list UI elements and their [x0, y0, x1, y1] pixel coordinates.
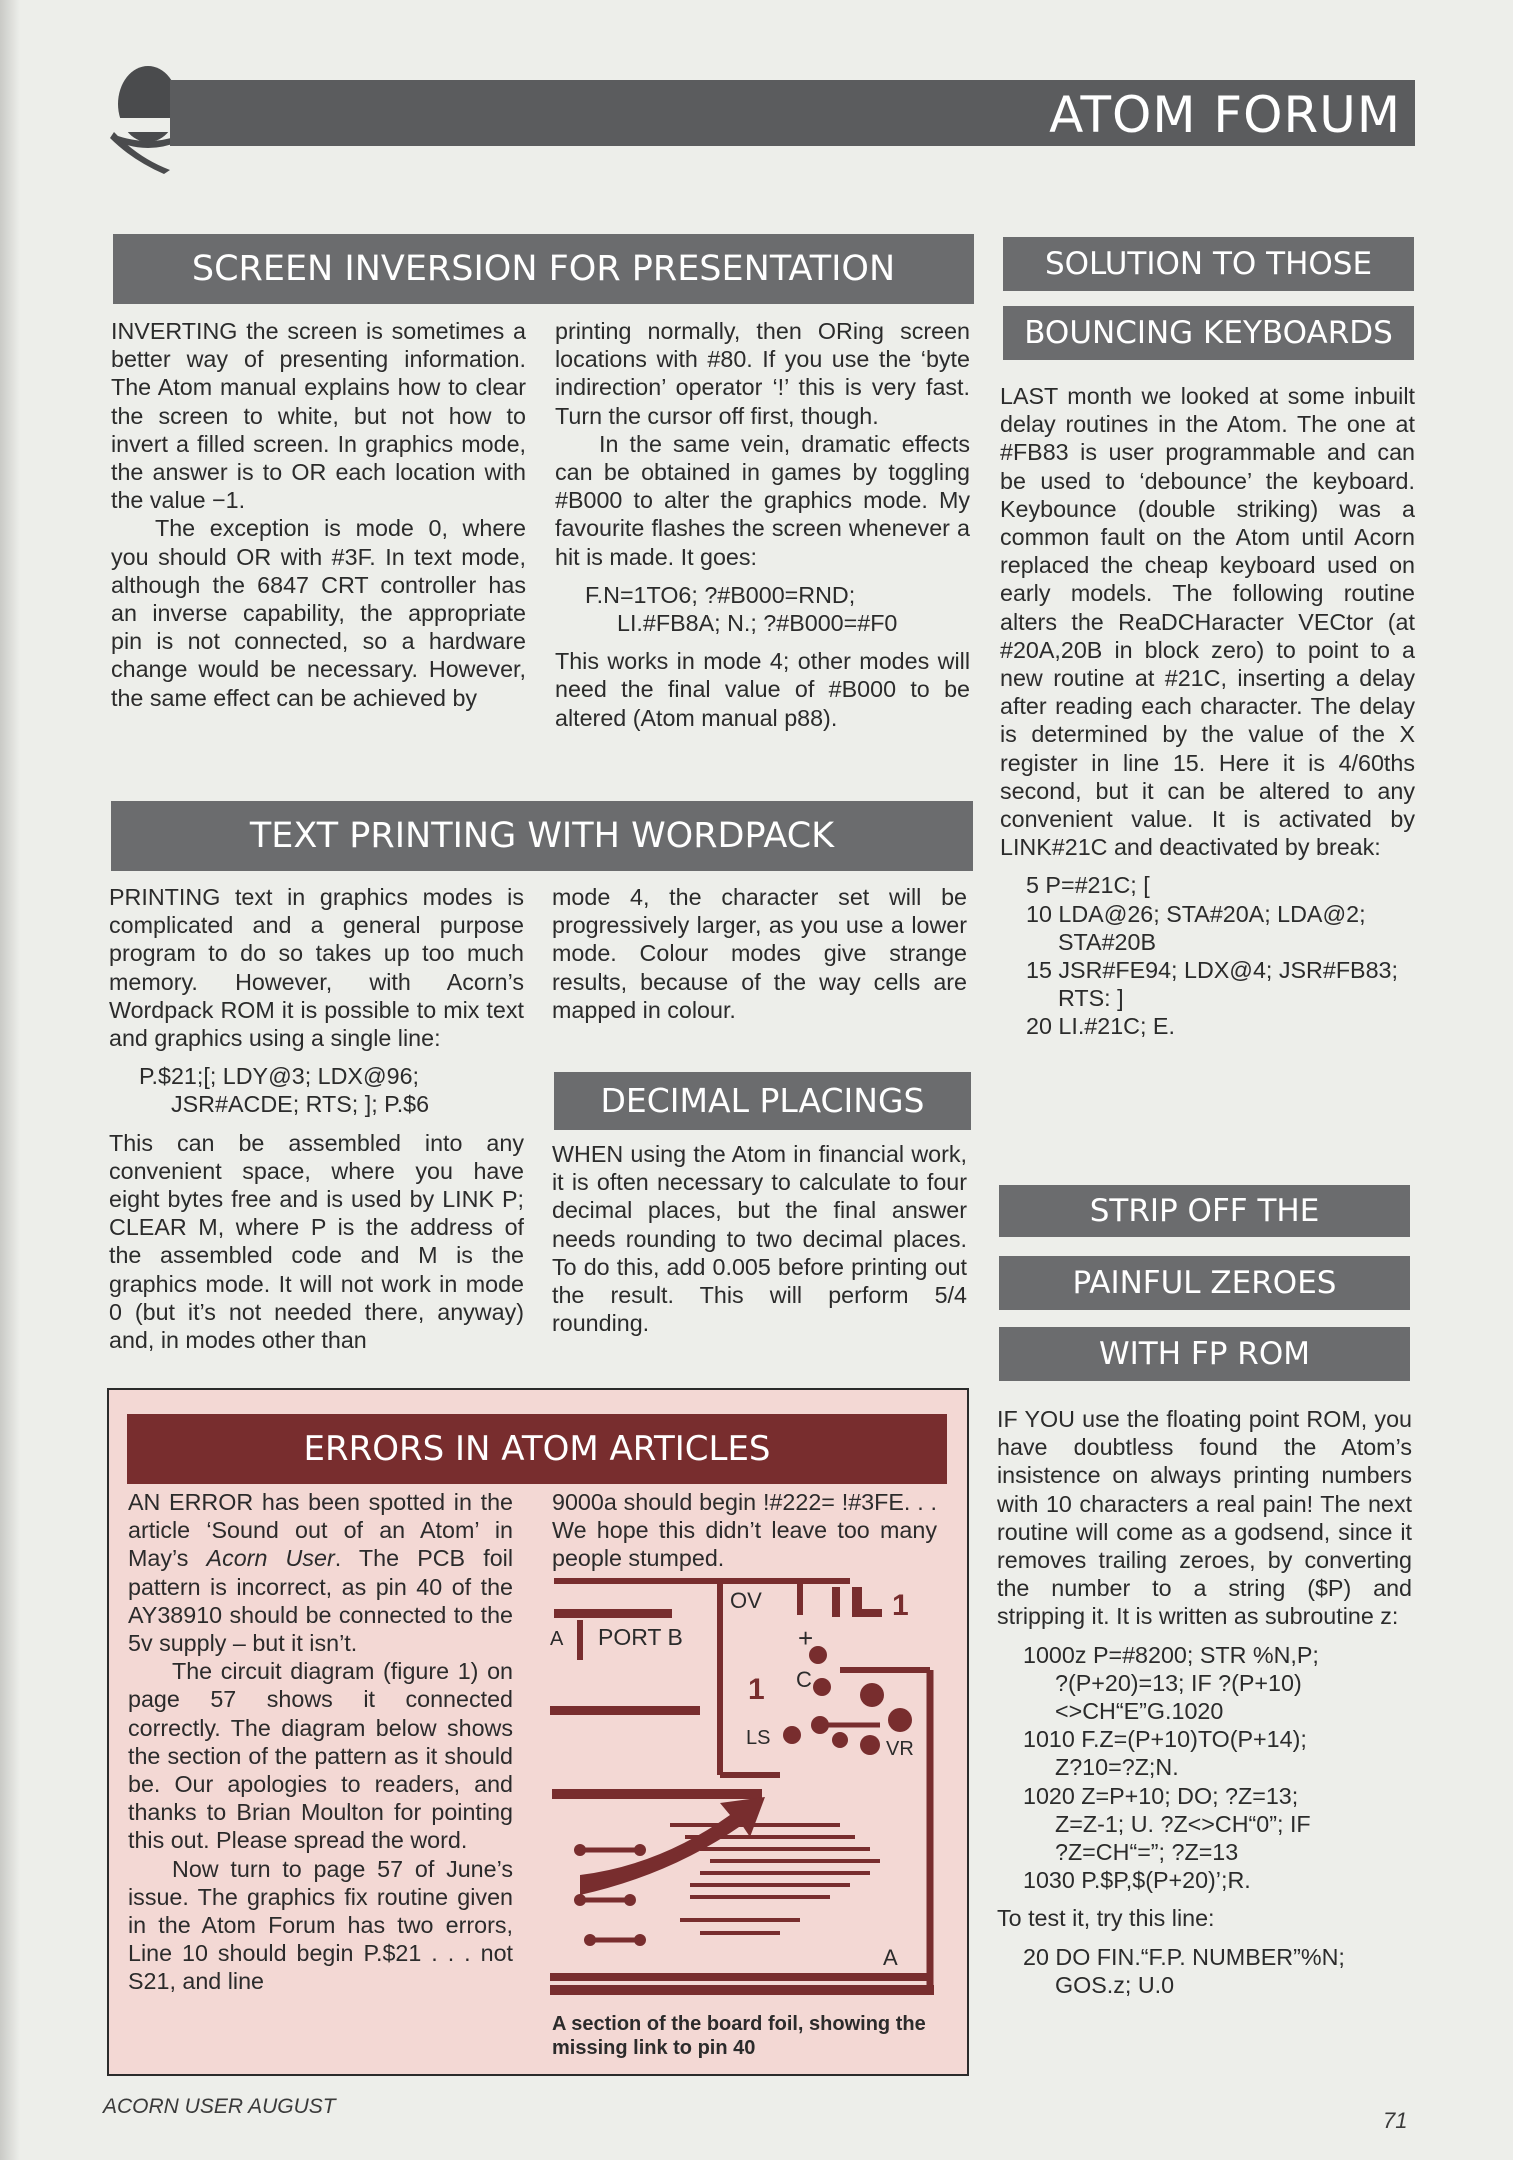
foil-pad — [832, 1587, 840, 1617]
paragraph: In the same vein, dramatic effects can be obtained in games by toggling #B000 to alter the graphics mode. My favourite flashes the screen whenever a hit is made. It goes: — [555, 430, 970, 570]
foil-trace — [554, 1609, 672, 1618]
foil-pad — [860, 1683, 884, 1707]
errors-col1 — [128, 1488, 513, 1996]
foil-pad — [624, 1894, 636, 1906]
bouncing-body — [1000, 382, 1415, 1051]
strip-heading-line1: STRIP OFF THE — [999, 1185, 1410, 1237]
paragraph: The exception is mode 0, where you should OR with #3F. In text mode, although the 6847 CRT controller has an inverse capability, the appropriate pin is not connected, so a hardware change would be necessary. However, the same effect can be achieved by — [111, 515, 526, 711]
code-line: LI.#FB8A; N.; ?#B000=#F0 — [617, 610, 898, 637]
strip-body — [997, 1405, 1412, 2009]
code-line: 10 LDA@26; STA#20A; LDA@2; — [1026, 900, 1366, 927]
paragraph: 9000a should begin !#222= !#3FE. . . We hope this didn’t leave too many people stumped. — [552, 1489, 937, 1572]
label-a-left: A — [550, 1628, 564, 1650]
foil-trace — [550, 1985, 934, 1995]
code-block — [1023, 1943, 1412, 1999]
code-line: 1010 F.Z=(P+10)TO(P+14); — [1023, 1726, 1307, 1753]
paragraph: LAST month we looked at some inbuilt delay routines in the Atom. The one at #FB83 is user programmable and can be used to ‘debounce’ the keyboard. Keybounce (double striking) was a common fault on the Atom until Acorn replaced the cheap keyboard used on early models. The following routine alters the ReaDCHaracter VECtor (at #20A,20B in block zero) to point to a new routine at #21C, inserting a delay after reading each character. The delay is determined by the value of the X register in line 15. Here it is 4/60ths second, but it can be altered to any convenient value. It is activated by LINK#21C and deactivated by break: — [1000, 383, 1415, 861]
code-block — [1023, 1641, 1412, 1895]
code-line: JSR#ACDE; RTS; ]; P.$6 — [171, 1091, 430, 1118]
code-line: ?Z=CH“=”; ?Z=13 — [1055, 1839, 1239, 1866]
text-printing-col2 — [552, 883, 967, 1024]
bouncing-heading-line1: SOLUTION TO THOSE — [1003, 237, 1414, 291]
code-line: GOS.z; U.0 — [1055, 1971, 1175, 1998]
page-gutter-shadow — [0, 0, 20, 2160]
screen-inversion-col1 — [111, 317, 526, 712]
foil-trace — [552, 1789, 762, 1799]
code-line: 20 DO FIN.“F.P. NUMBER”%N; — [1023, 1943, 1345, 1970]
label-plus: + — [798, 1623, 814, 1653]
paragraph: printing normally, then ORing screen locations with #80. If you use the ‘byte indirection’ operator ‘!’ this is very fast. Turn the cursor off first, though. — [555, 318, 970, 429]
paragraph: This works in mode 4; other modes will need the final value of #B000 to be altered (Atom manual p88). — [555, 648, 970, 731]
paragraph — [128, 1488, 513, 1657]
code-line: <>CH“E”G.1020 — [1055, 1698, 1224, 1725]
diagram-caption: A section of the board foil, showing the missing link to pin 40 — [552, 2013, 926, 2059]
foil-trace — [550, 1706, 700, 1715]
errors-col2 — [552, 1488, 937, 1573]
text-span: AN ERROR has been spotted in the article ‘Sound out of an Atom’ in May’s — [128, 1489, 513, 1572]
paragraph: WHEN using the Atom in financial work, it is often necessary to calculate to four decimal places, but the final answer needs rounding to two decimal places. To do this, add 0.005 before printing out the result. This will perform 5/4 rounding. — [552, 1141, 967, 1337]
code-line: 1020 Z=P+10; DO; ?Z=13; — [1023, 1782, 1299, 1809]
foil-pad — [860, 1735, 880, 1755]
paragraph: IF YOU use the floating point ROM, you have doubtless found the Atom’s insistence on always printing numbers with 10 characters a real pain! The next routine will come as a godsend, since it removes trailing zeroes, by converting the number to a string ($P) and stripping it. It is written as subroutine z: — [997, 1406, 1412, 1630]
code-line: P.$21;[; LDY@3; LDX@96; — [139, 1063, 419, 1090]
decimal-heading: DECIMAL PLACINGS — [554, 1072, 971, 1130]
code-line: Z=Z-1; U. ?Z<>CH“0”; IF — [1055, 1810, 1311, 1837]
paragraph: PRINTING text in graphics modes is complicated and a general purpose program to do so takes up too much memory. However, with Acorn’s Wordpack ROM it is possible to mix text and graphics using a single line: — [109, 884, 524, 1052]
foil-pad — [574, 1844, 586, 1856]
screen-inversion-heading: SCREEN INVERSION FOR PRESENTATION — [113, 234, 974, 304]
missing-link-arrow-icon — [580, 1797, 765, 1895]
text-span: . The PCB foil pattern is incorrect, as pin 40 of the AY38910 should be connected to the 5v supply – but it isn’t. — [128, 1545, 513, 1657]
text-printing-col1 — [109, 883, 524, 1354]
paragraph: The circuit diagram (figure 1) on page 57 shows it connected correctly. The diagram below shows the section of the pattern as it should be. Our apologies to readers, and thanks to Brian Moulton for pointing this out. Please spread the word. — [128, 1658, 513, 1854]
foil-pad — [574, 1894, 586, 1906]
code-line: 5 P=#21C; [ — [1026, 872, 1150, 899]
code-line: 1000z P=#8200; STR %N,P; — [1023, 1641, 1319, 1668]
paragraph: To test it, try this line: — [997, 1905, 1215, 1932]
label-port-b: PORT B — [598, 1624, 683, 1650]
paragraph: This can be assembled into any convenient space, where you have eight bytes free and is used by LINK P; CLEAR M, where P is the address of the assembled code and M is the graphics mode. It will not work in mode 0 (but it’s not needed there, anyway) and, in modes other than — [109, 1129, 524, 1354]
magazine-title: Acorn User — [206, 1545, 335, 1572]
page-number: 71 — [1383, 2108, 1408, 2133]
paragraph: INVERTING the screen is sometimes a better way of presenting information. The Atom manual explains how to clear the screen to white, but not how to invert a filled screen. In graphics mode, the answer is to OR each location with the value −1. — [111, 318, 526, 514]
code-block — [139, 1062, 524, 1118]
bouncing-heading-line2: BOUNCING KEYBOARDS — [1003, 306, 1414, 360]
label-c: C — [796, 1667, 812, 1692]
foil-trace — [550, 1973, 930, 1981]
foil-pad — [852, 1609, 882, 1617]
foil-pad — [832, 1732, 848, 1748]
label-ov: OV — [730, 1588, 762, 1613]
foil-pad — [813, 1678, 831, 1696]
screen-inversion-col2 — [555, 317, 970, 732]
label-one-mid: 1 — [748, 1673, 765, 1706]
label-ls: LS — [746, 1727, 771, 1749]
code-line: RTS: ] — [1058, 985, 1124, 1012]
code-line: STA#20B — [1058, 928, 1156, 955]
footer-magazine: ACORN USER AUGUST — [103, 2095, 336, 2118]
text-printing-heading: TEXT PRINTING WITH WORDPACK — [111, 801, 973, 871]
code-block — [585, 581, 970, 637]
page-title: ATOM FORUM — [1049, 86, 1401, 144]
foil-pad — [634, 1844, 646, 1856]
code-line: 15 JSR#FE94; LDX@4; JSR#FB83; — [1026, 957, 1398, 984]
code-line: Z?10=?Z;N. — [1055, 1754, 1179, 1781]
code-block — [1026, 871, 1415, 1040]
code-line: F.N=1TO6; ?#B000=RND; — [585, 581, 856, 608]
code-line: 20 LI.#21C; E. — [1026, 1013, 1175, 1040]
foil-pad — [888, 1708, 912, 1732]
label-vr: VR — [886, 1738, 914, 1760]
label-one-top: 1 — [892, 1589, 909, 1622]
code-line: ?(P+20)=13; IF ?(P+10) — [1055, 1669, 1302, 1696]
decimal-body — [552, 1140, 967, 1337]
strip-heading-line2: PAINFUL ZEROES — [999, 1256, 1410, 1310]
code-line: 1030 P.$P,$(P+20)’;R. — [1023, 1867, 1251, 1894]
errors-heading: ERRORS IN ATOM ARTICLES — [127, 1414, 947, 1484]
paragraph: mode 4, the character set will be progressively larger, as you use a lower mode. Colour modes give strange results, because of the way cells are mapped in colour. — [552, 884, 967, 1023]
paragraph: Now turn to page 57 of June’s issue. The graphics fix routine given in the Atom Forum has two errors, Line 10 should begin P.$21 . . . not S21, and line — [128, 1855, 513, 1995]
header-banner — [170, 80, 1415, 146]
strip-heading-line3: WITH FP ROM — [999, 1327, 1410, 1381]
foil-pad — [783, 1726, 801, 1744]
label-a-bottom: A — [883, 1945, 898, 1970]
board-foil-diagram — [550, 1575, 940, 2010]
